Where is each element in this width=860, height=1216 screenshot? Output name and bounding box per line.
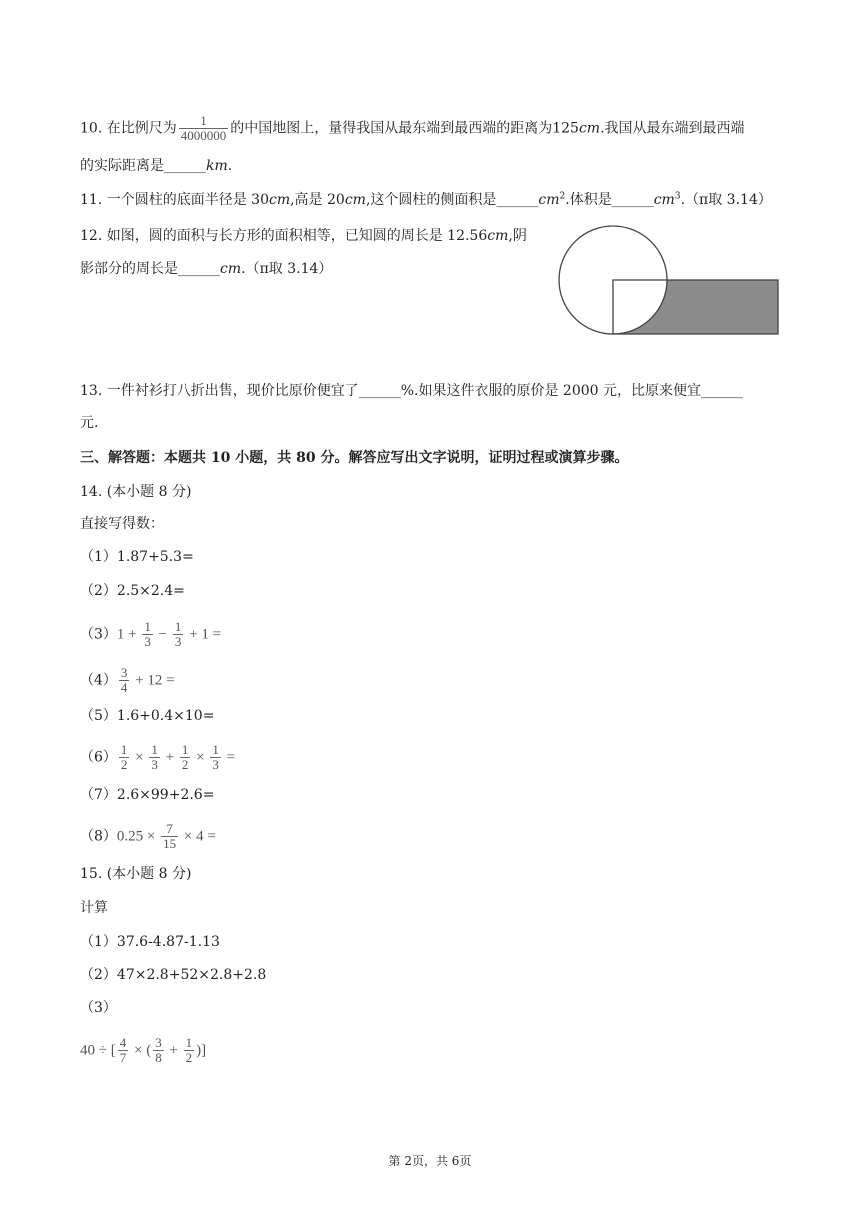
q15-item-3: [80, 998, 117, 1018]
q10-line2: [80, 156, 232, 176]
q15-instruction: [80, 898, 108, 918]
section-3-mid: 小题，共: [230, 450, 297, 466]
q13-text-end: 元.: [80, 415, 99, 431]
denominator: 2: [185, 1050, 193, 1065]
q10-measured: 125: [552, 120, 579, 137]
q12-line1: [80, 226, 527, 246]
expr-d: )]: [196, 1042, 207, 1059]
q10-prefix: 10. 在比例尺为: [80, 120, 177, 137]
q14-header-text: 14. (本小题 8 分): [80, 484, 192, 500]
page-footer: 第 2页，共 6页: [388, 1154, 472, 1168]
q10-text-end: .我国从最东端到最西端: [600, 120, 745, 137]
circle-rectangle-figure: [556, 222, 786, 340]
q14-item-6: [80, 743, 235, 772]
fraction: [118, 1036, 129, 1065]
q10-period: .: [227, 158, 233, 174]
q10-unit: cm: [578, 120, 601, 137]
q14-item2-text: （2）2.5×2.4=: [80, 583, 185, 599]
denominator: 7: [119, 1050, 127, 1065]
q10-blank-text: 的实际距离是______: [80, 158, 206, 174]
denominator: 2: [181, 757, 189, 772]
q12-text-a: 12. 如图，圆的面积与长方形的面积相等，已知圆的周长是 12.56: [80, 228, 488, 244]
q11-sup2: 3: [674, 191, 681, 202]
denominator: 8: [155, 1050, 162, 1065]
denominator: 3: [212, 757, 219, 772]
q13-line2: [80, 413, 98, 433]
q14-item-1: [80, 547, 194, 567]
operator: +: [161, 749, 178, 766]
denominator: 15: [163, 836, 177, 851]
q15-item-2: [80, 965, 266, 985]
numerator: 3: [155, 1035, 162, 1050]
expr-b: × (: [130, 1042, 152, 1059]
q14-item3-c: + 1 =: [185, 626, 222, 643]
fraction: [149, 743, 160, 772]
q15-header: [80, 864, 191, 884]
q14-item3-label: （3）: [80, 626, 117, 643]
fraction: [210, 743, 221, 772]
q14-item-2: [80, 581, 185, 601]
numerator: 1: [174, 619, 182, 634]
q14-item-4: [80, 666, 175, 695]
q14-item-7: [80, 785, 214, 805]
scale-fraction: [179, 114, 229, 143]
q14-item8-tail: × 4 =: [180, 828, 216, 845]
q11-text-c: ,这个圆柱的侧面积是______: [365, 192, 539, 208]
q15-item2-text: （2）47×2.8+52×2.8+2.8: [80, 967, 267, 983]
q14-item8-a: 0.25 ×: [116, 828, 160, 845]
q15-item-3-expression: [80, 1036, 206, 1065]
q11-unit2: cm: [344, 192, 366, 208]
expr-a: 40 ÷ [: [80, 1042, 116, 1059]
q11-text-b: ,高是 20: [290, 192, 345, 208]
q15-item3-label: （3）: [80, 1000, 117, 1016]
q14-item5-text: （5）1.6+0.4×10=: [80, 708, 215, 724]
fraction: [153, 1036, 164, 1065]
fraction: [119, 666, 130, 695]
q11-text-d: .体积是______: [565, 192, 654, 208]
denominator: 3: [144, 634, 151, 649]
q14-item4-tail: + 12 =: [131, 672, 175, 689]
q10-line1: [80, 114, 745, 143]
expr-c: +: [165, 1042, 182, 1059]
numerator: 1: [181, 742, 189, 757]
fraction: [184, 1036, 195, 1065]
q12-text-d: .（π取 3.14）: [241, 261, 333, 277]
scale-numerator: 1: [200, 113, 207, 128]
denominator: 3: [174, 634, 182, 649]
q13-text: 13. 一件衬衫打八折出售，现价比原价便宜了______%.如果这件衣服的原价是 2000 元，比原来便宜______: [80, 383, 743, 399]
q11-sup1: 2: [559, 191, 566, 202]
numerator: 1: [144, 619, 151, 634]
denominator: 3: [151, 757, 158, 772]
q14-item-8: [80, 822, 216, 851]
q13-line1: [80, 381, 743, 401]
q11-unit3: cm: [538, 192, 560, 208]
numerator: 3: [120, 665, 128, 680]
q10-km-unit: km: [206, 158, 228, 174]
denominator: 2: [120, 757, 128, 772]
q11-line: [80, 190, 772, 210]
equals: =: [222, 749, 236, 766]
q14-item-3: [80, 620, 221, 649]
numerator: 1: [185, 1035, 193, 1050]
section-3-heading: [80, 448, 628, 468]
q14-item3-a: 1 +: [116, 626, 141, 643]
fraction: [180, 743, 191, 772]
q14-instruction: [80, 514, 164, 534]
fraction: [119, 743, 130, 772]
q11-unit1: cm: [268, 192, 291, 208]
q11-text-e: .（π取 3.14）: [680, 192, 772, 208]
q12-line2: [80, 259, 332, 279]
q14-instruction-text: 直接写得数：: [80, 516, 164, 532]
q15-item-1: [80, 932, 220, 952]
fraction: [142, 620, 153, 649]
section-3-lead: 三、解答题：本题共: [80, 450, 211, 466]
numerator: 1: [120, 742, 128, 757]
q14-item1-text: （1）1.87+5.3=: [80, 549, 194, 565]
numerator: 7: [166, 821, 173, 836]
q11-unit4: cm: [653, 192, 675, 208]
section-3-count: 10: [210, 450, 231, 466]
numerator: 1: [151, 742, 158, 757]
q15-item1-text: （1）37.6-4.87-1.13: [80, 934, 220, 950]
q14-item6-label: （6）: [80, 749, 117, 766]
q15-instruction-text: 计算: [80, 900, 108, 916]
section-3-points: 80: [296, 450, 316, 466]
section-3-tail: 分。解答应写出文字说明，证明过程或演算步骤。: [315, 450, 629, 466]
q12-text-c: 影部分的周长是______: [80, 261, 220, 277]
q14-header: [80, 482, 191, 502]
fraction: [161, 822, 178, 851]
numerator: 1: [212, 742, 219, 757]
q14-item7-text: （7）2.6×99+2.6=: [80, 787, 215, 803]
q12-unit2: cm: [220, 261, 242, 277]
operator: ×: [131, 749, 148, 766]
q12-text-b: ,阴: [508, 228, 527, 244]
q14-item-5: [80, 706, 214, 726]
q14-item3-b: −: [154, 626, 171, 643]
q10-text: 的中国地图上，量得我国从最东端到最西端的距离为: [230, 120, 553, 137]
scale-denominator: 4000000: [180, 128, 227, 143]
q15-header-text: 15. (本小题 8 分): [80, 866, 192, 882]
fraction: [173, 620, 184, 649]
q11-text-a: 11. 一个圆柱的底面半径是 30: [80, 192, 269, 208]
operator: ×: [192, 749, 209, 766]
q12-unit: cm: [487, 228, 509, 244]
q14-item8-label: （8）: [80, 828, 117, 845]
denominator: 4: [120, 680, 128, 695]
numerator: 4: [119, 1035, 127, 1050]
q14-item4-label: （4）: [80, 672, 117, 689]
